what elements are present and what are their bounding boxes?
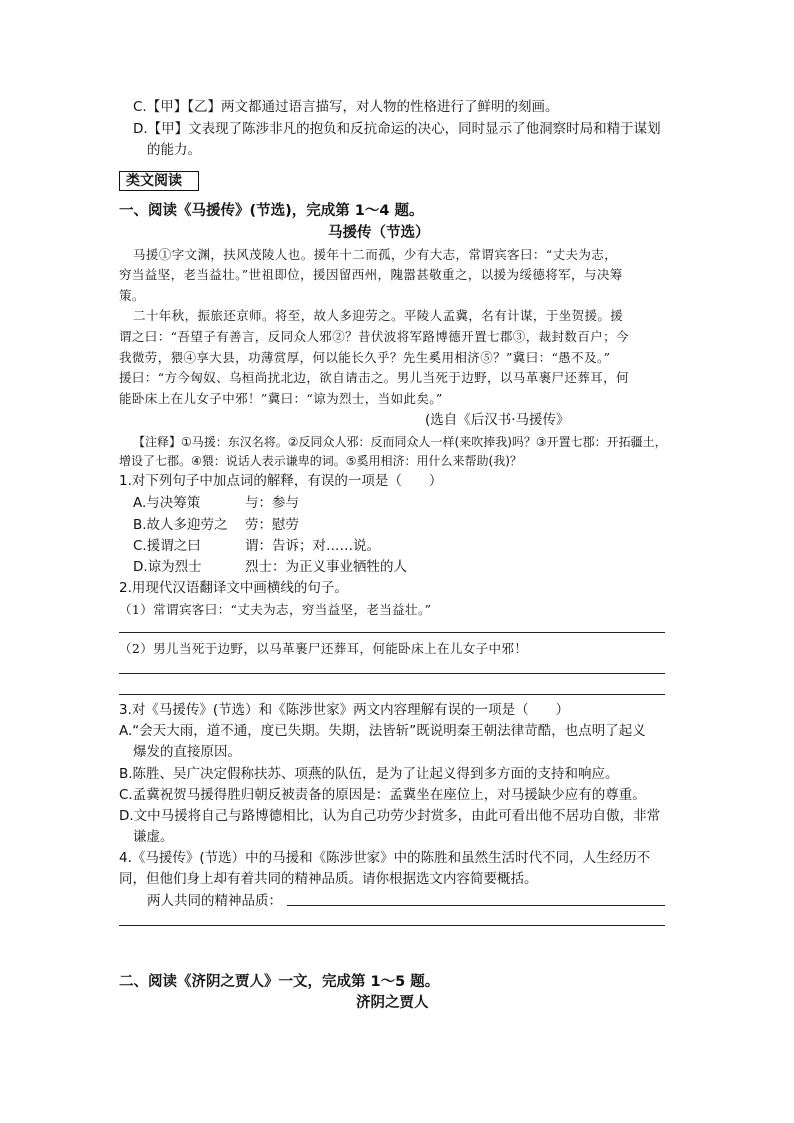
q1-option-d-gloss: 烈士：为正义事业牺牲的人 bbox=[245, 559, 407, 575]
passage-p1-line2: 穷当益坚，老当益壮。”世祖即位，援因留西州，隗嚣甚敬重之，以援为绥德将军，与决筹 bbox=[119, 267, 623, 282]
q2-sentence-1: （1）常谓宾客曰：“丈夫为志，穷当益坚，老当益壮。” bbox=[119, 602, 432, 617]
question-4-line2: 同，但他们身上却有着共同的精神品质。请你根据选文内容简要概括。 bbox=[119, 871, 538, 887]
option-c: C.【甲】【乙】两文都通过语言描写，对人物的性格进行了鲜明的刻画。 bbox=[133, 99, 559, 115]
answer-line-q4-b[interactable] bbox=[119, 925, 665, 926]
q3-option-a-line2: 爆发的直接原因。 bbox=[133, 744, 241, 760]
answer-line-q2-1 bbox=[119, 632, 665, 633]
annotation-line2: 增设了七郡。④猥：说话人表示谦卑的词。⑤奚用相济：用什么来帮助(我)？ bbox=[119, 454, 522, 468]
q1-option-c-gloss: 谓：告诉；对……说。 bbox=[245, 538, 380, 554]
q1-option-b-gloss: 劳：慰劳 bbox=[245, 517, 299, 533]
q2-sentence-2: （2）男儿当死于边野，以马革裹尸还葬耳，何能卧床上在儿女子中邪！ bbox=[119, 641, 528, 656]
answer-line-q2-2a bbox=[119, 673, 665, 674]
q1-option-b-item: B.故人多迎劳之 bbox=[133, 517, 228, 533]
passage-source: (选自《后汉书·马援传》 bbox=[425, 412, 570, 428]
passage-p2-line1: 二十年秋，振旅还京师。将至，故人多迎劳之。平陵人孟冀，名有计谋，于坐贺援。援 bbox=[133, 308, 624, 323]
part2-title: 济阴之贾人 bbox=[356, 995, 429, 1011]
section-label: 类文阅读 bbox=[119, 171, 199, 191]
annotation-line1: 【注释】①马援：东汉名将。②反同众人邪：反而同众人一样(来吹捧我)吗？③开置七郡：开拓疆土， bbox=[133, 435, 667, 449]
passage-p2-line2: 谓之曰：“吾望子有善言，反同众人邪②？昔伏波将军路博德开置七郡③，裁封数百户；今 bbox=[119, 329, 629, 344]
q4-answer-prompt: 两人共同的精神品质： bbox=[147, 893, 282, 909]
passage-p2-line4: 援曰：“方今匈奴、乌桓尚扰北边，欲自请击之。男儿当死于边野，以马革裹尸还葬耳，何 bbox=[119, 370, 629, 385]
passage-p1-line1: 马援①字文渊，扶风茂陵人也。援年十二而孤，少有大志，常谓宾客曰：“丈夫为志， bbox=[133, 247, 618, 262]
passage-p2-line5: 能卧床上在儿女子中邪！”冀曰：“谅为烈士，当如此矣。” bbox=[119, 391, 443, 406]
q1-option-a-item: A.与决筹策 bbox=[133, 495, 201, 511]
passage-title: 马援传（节选） bbox=[328, 225, 430, 241]
q3-option-d-line1: D.文中马援将自己与路博德相比，认为自己功劳少封赏多，由此可看出他不居功自傲，非常 bbox=[119, 808, 661, 824]
q3-option-d-line2: 谦虚。 bbox=[133, 829, 174, 845]
q3-option-b: B.陈胜、吴广决定假称扶苏、项燕的队伍，是为了让起义得到多方面的支持和响应。 bbox=[119, 766, 619, 782]
q1-option-c-item: C.援谓之曰 bbox=[133, 538, 201, 554]
option-d-line2: 的能力。 bbox=[147, 142, 201, 158]
question-2: 2.用现代汉语翻译文中画横线的句子。 bbox=[119, 580, 348, 596]
part2-heading: 二、阅读《济阴之贾人》一文，完成第 1～5 题。 bbox=[119, 974, 440, 990]
q3-option-c: C.孟冀祝贺马援得胜归朝反被责备的原因是：孟冀坐在座位上，对马援缺少应有的尊重。 bbox=[119, 787, 646, 803]
answer-line-q4-a[interactable] bbox=[287, 905, 665, 906]
answer-line-q2-2b bbox=[119, 694, 665, 695]
q3-option-a-line1: A.“会天大雨，道不通，度已失期。失期，法皆斩”既说明秦王朝法律苛酷，也点明了起义 bbox=[119, 723, 646, 739]
q1-option-d-item: D.谅为烈士 bbox=[133, 559, 202, 575]
question-3: 3.对《马援传》(节选）和《陈涉世家》两文内容理解有误的一项是（ ） bbox=[119, 702, 570, 718]
passage-p1-line3: 策。 bbox=[119, 288, 145, 303]
question-1: 1.对下列句子中加点词的解释，有误的一项是（ ） bbox=[119, 473, 443, 489]
part1-heading: 一、阅读《马援传》(节选)，完成第 1～4 题。 bbox=[119, 203, 424, 219]
passage-p2-line3: 我微劳，猥④享大县，功薄赏厚，何以能长久乎？先生奚用相济⑤？”冀曰：“愚不及。” bbox=[119, 350, 611, 365]
question-4-line1: 4.《马援传》(节选）中的马援和《陈涉世家》中的陈胜和虽然生活时代不同，人生经历不 bbox=[119, 850, 651, 866]
option-d-line1: D.【甲】文表现了陈涉非凡的抱负和反抗命运的决心，同时显示了他洞察时局和精于谋划 bbox=[133, 121, 661, 137]
q1-option-a-gloss: 与：参与 bbox=[245, 495, 299, 511]
